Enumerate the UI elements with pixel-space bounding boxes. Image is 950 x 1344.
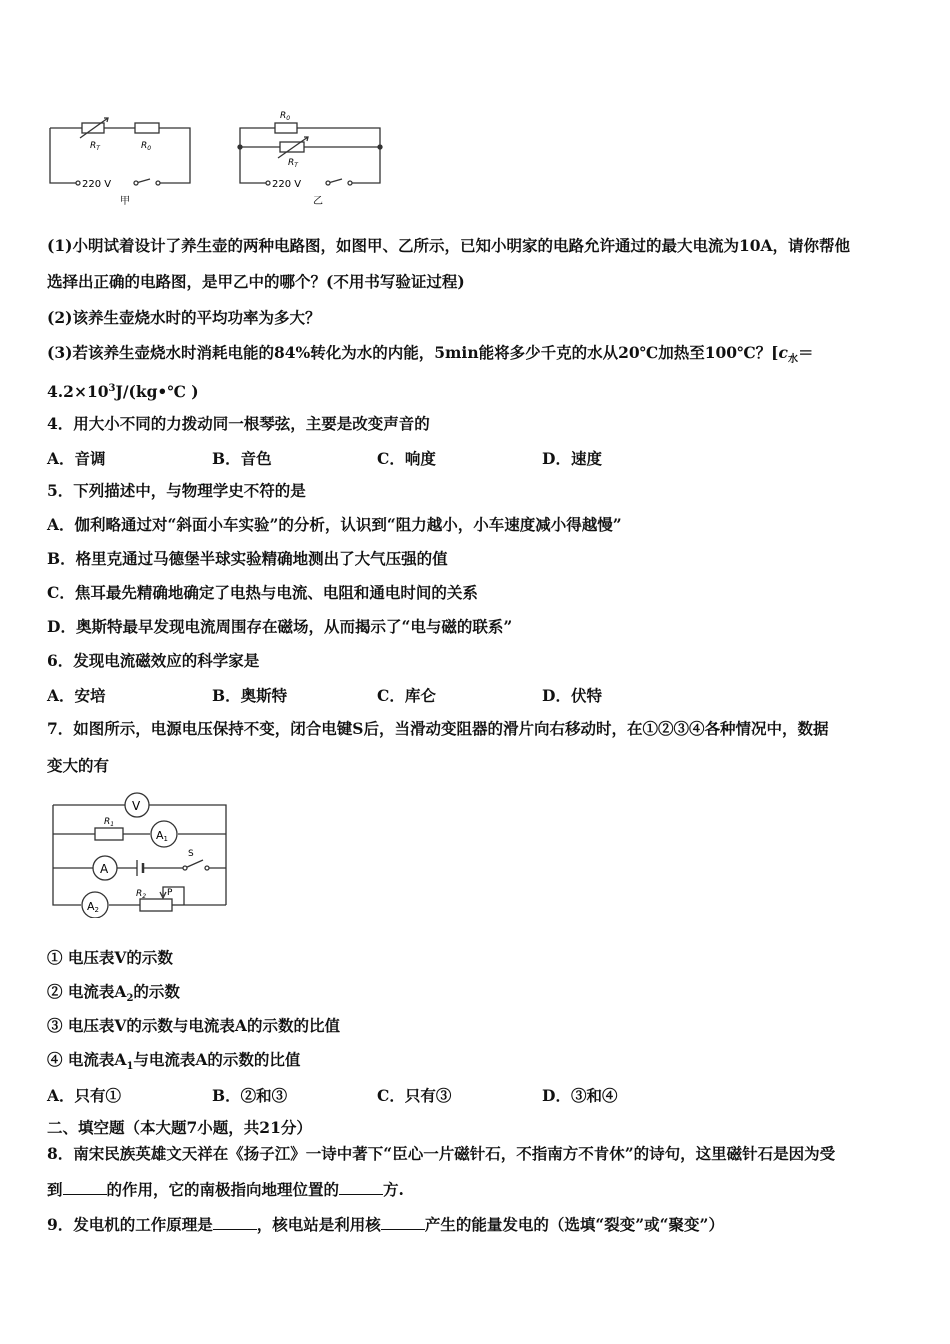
yi-rt-label: $R_T$ [288,158,298,169]
q5-option-c[interactable]: C．焦耳最先精确地确定了电热与电流、电阻和通电时间的关系 [47,583,478,602]
q6-option-a[interactable]: A．安培 [47,686,106,705]
q7-stem-line2: 变大的有 [47,756,110,775]
q3-part3-line1: (3)若该养生壶烧水时消耗电能的84%转化为水的内能，5min能将多少千克的水从20℃加热至100℃？[$c_水=$ [47,343,814,366]
q7-option-a[interactable]: A．只有① [47,1086,122,1105]
jia-rt-label: $R_T$ [90,141,100,152]
circuit-jia [50,118,190,185]
q7-stem-line1: 7．如图所示，电源电压保持不变，闭合电键S后，当滑动变阻器的滑片向右移动时，在①②③④各种情况中，数据 [47,719,829,738]
yi-voltage: 220 V [272,179,302,190]
q4-option-a[interactable]: A．音调 [47,449,106,468]
section-2-heading: 二、填空题（本大题7小题，共21分） [47,1118,312,1137]
q3-part1-line2: 选择出正确的电路图，是甲乙中的哪个？(不用书写验证过程) [47,272,465,291]
q8-line2: 到 的作用，它的南极指向地理位置的 方. [47,1180,404,1199]
q9-line: 9．发电机的工作原理是 ，核电站是利用核 产生的能量发电的（选填“裂变”或“聚变”） [47,1215,724,1234]
c-symbol: c [778,343,788,362]
yi-caption: 乙 [313,196,323,207]
jia-caption: 甲 [120,196,130,207]
q9-blank-2[interactable] [381,1215,425,1230]
q7-option-c[interactable]: C．只有③ [377,1086,452,1105]
q3-part1-line1: (1)小明试着设计了养生壶的两种电路图，如图甲、乙所示，已知小明家的电路允许通过的最大电流为10A，请你帮他 [47,236,851,255]
q6-option-c[interactable]: C．库仑 [377,686,436,705]
q8-blank-2[interactable] [339,1180,383,1195]
jia-r0-label: $R_0$ [141,141,152,152]
voltmeter-v-label: V [132,799,141,813]
slider-p-label: P [167,888,173,898]
q4-stem: 4．用大小不同的力拨动同一根琴弦，主要是改变声音的 [47,414,430,433]
q5-option-b[interactable]: B．格里克通过马德堡半球实验精确地测出了大气压强的值 [47,549,448,568]
q5-stem: 5．下列描述中，与物理学史不符的是 [47,481,306,500]
q6-option-d[interactable]: D．伏特 [542,686,602,705]
circuit-figure-jia-yi [40,100,400,215]
circuit-yi [238,123,382,185]
q8-line1: 8．南宋民族英雄文天祥在《扬子江》一诗中著下“臣心一片磁针石，不指南方不肯休”的诗句，这里磁针石是因为受 [47,1144,836,1163]
q3-part3-line2: $4.2\times 10^3J/(kg•℃$ ) [47,382,199,402]
yi-r0-label: $R_0$ [280,111,291,122]
jia-voltage: 220 V [82,179,112,190]
r2-label: $R_2$ [136,889,147,900]
q9-blank-1[interactable] [213,1215,257,1230]
q4-option-b[interactable]: B．音色 [212,449,272,468]
q6-stem: 6．发现电流磁效应的科学家是 [47,651,260,670]
q4-option-c[interactable]: C．响度 [377,449,436,468]
q7-option-d[interactable]: D．③和④ [542,1086,618,1105]
q5-option-a[interactable]: A．伽利略通过对“斜面小车实验”的分析，认识到“阻力越小，小车速度减小得越慢” [47,515,622,534]
ammeter-a2-label: A2 [87,900,99,914]
q7-case-4: ④ 电流表$A_1$与电流表A的示数的比值 [47,1050,301,1073]
q5-option-d[interactable]: D．奥斯特最早发现电流周围存在磁场，从而揭示了“电与磁的联系” [47,617,513,636]
q3-part2: (2)该养生壶烧水时的平均功率为多大？ [47,308,321,327]
q7-case-3: ③ 电压表V的示数与电流表A的示数的比值 [47,1016,340,1035]
r1-label: $R_1$ [104,817,115,828]
ammeter-a-label: A [100,862,109,876]
q8-blank-1[interactable] [63,1180,107,1195]
q7-option-b[interactable]: B．②和③ [212,1086,288,1105]
q6-option-b[interactable]: B．奥斯特 [212,686,288,705]
q4-option-d[interactable]: D．速度 [542,449,602,468]
q7-circuit-figure [45,788,235,918]
q7-case-1: ① 电压表V的示数 [47,948,173,967]
ammeter-a1-label: A1 [156,829,168,843]
switch-s-label: S [188,849,194,859]
q7-case-2: ② 电流表$A_2$的示数 [47,982,180,1005]
